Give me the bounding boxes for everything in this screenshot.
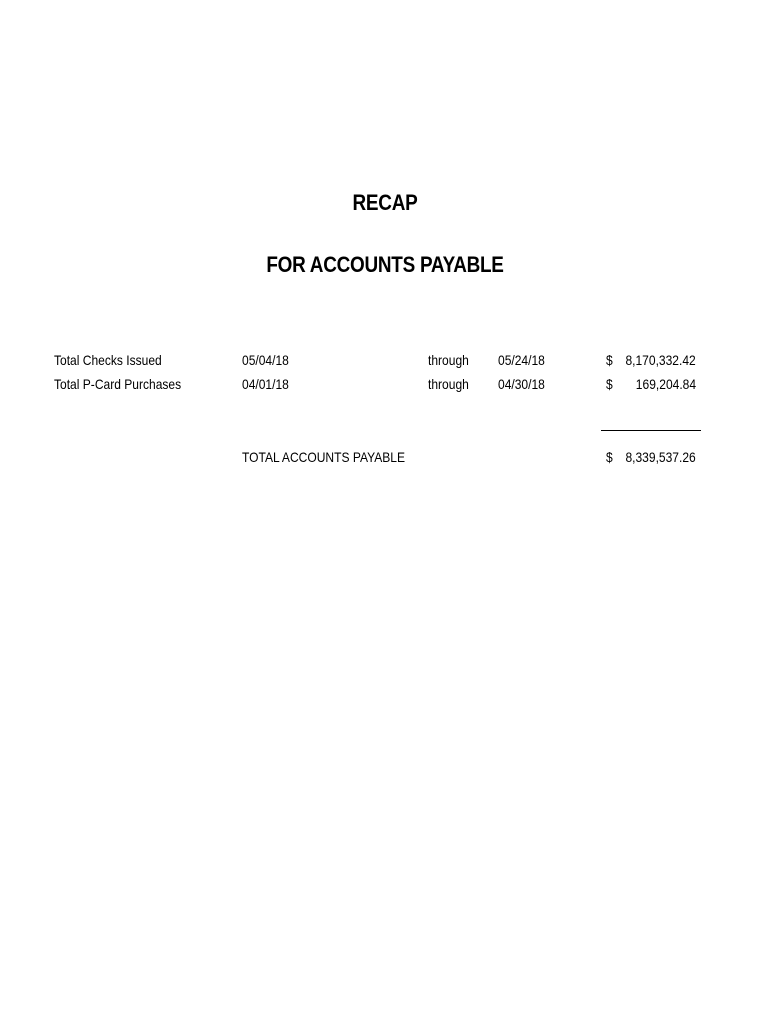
total-amount-value: 8,339,537.26 bbox=[625, 449, 696, 465]
start-date: 05/04/18 bbox=[242, 352, 289, 368]
end-date: 04/30/18 bbox=[498, 376, 545, 392]
page-subtitle: FOR ACCOUNTS PAYABLE bbox=[266, 252, 504, 277]
currency-symbol: $ bbox=[606, 352, 613, 368]
through-label: through bbox=[428, 376, 469, 392]
row-label: Total P-Card Purchases bbox=[54, 376, 182, 392]
total-underline-divider bbox=[601, 430, 701, 431]
end-date: 05/24/18 bbox=[498, 352, 545, 368]
amount-value: 169,204.84 bbox=[635, 376, 696, 392]
through-label: through bbox=[428, 352, 469, 368]
total-label: TOTAL ACCOUNTS PAYABLE bbox=[242, 449, 406, 465]
currency-symbol: $ bbox=[606, 376, 613, 392]
total-currency-symbol: $ bbox=[606, 449, 613, 465]
start-date: 04/01/18 bbox=[242, 376, 289, 392]
page-title: RECAP bbox=[352, 190, 418, 215]
amount-value: 8,170,332.42 bbox=[625, 352, 696, 368]
row-label: Total Checks Issued bbox=[54, 352, 162, 368]
